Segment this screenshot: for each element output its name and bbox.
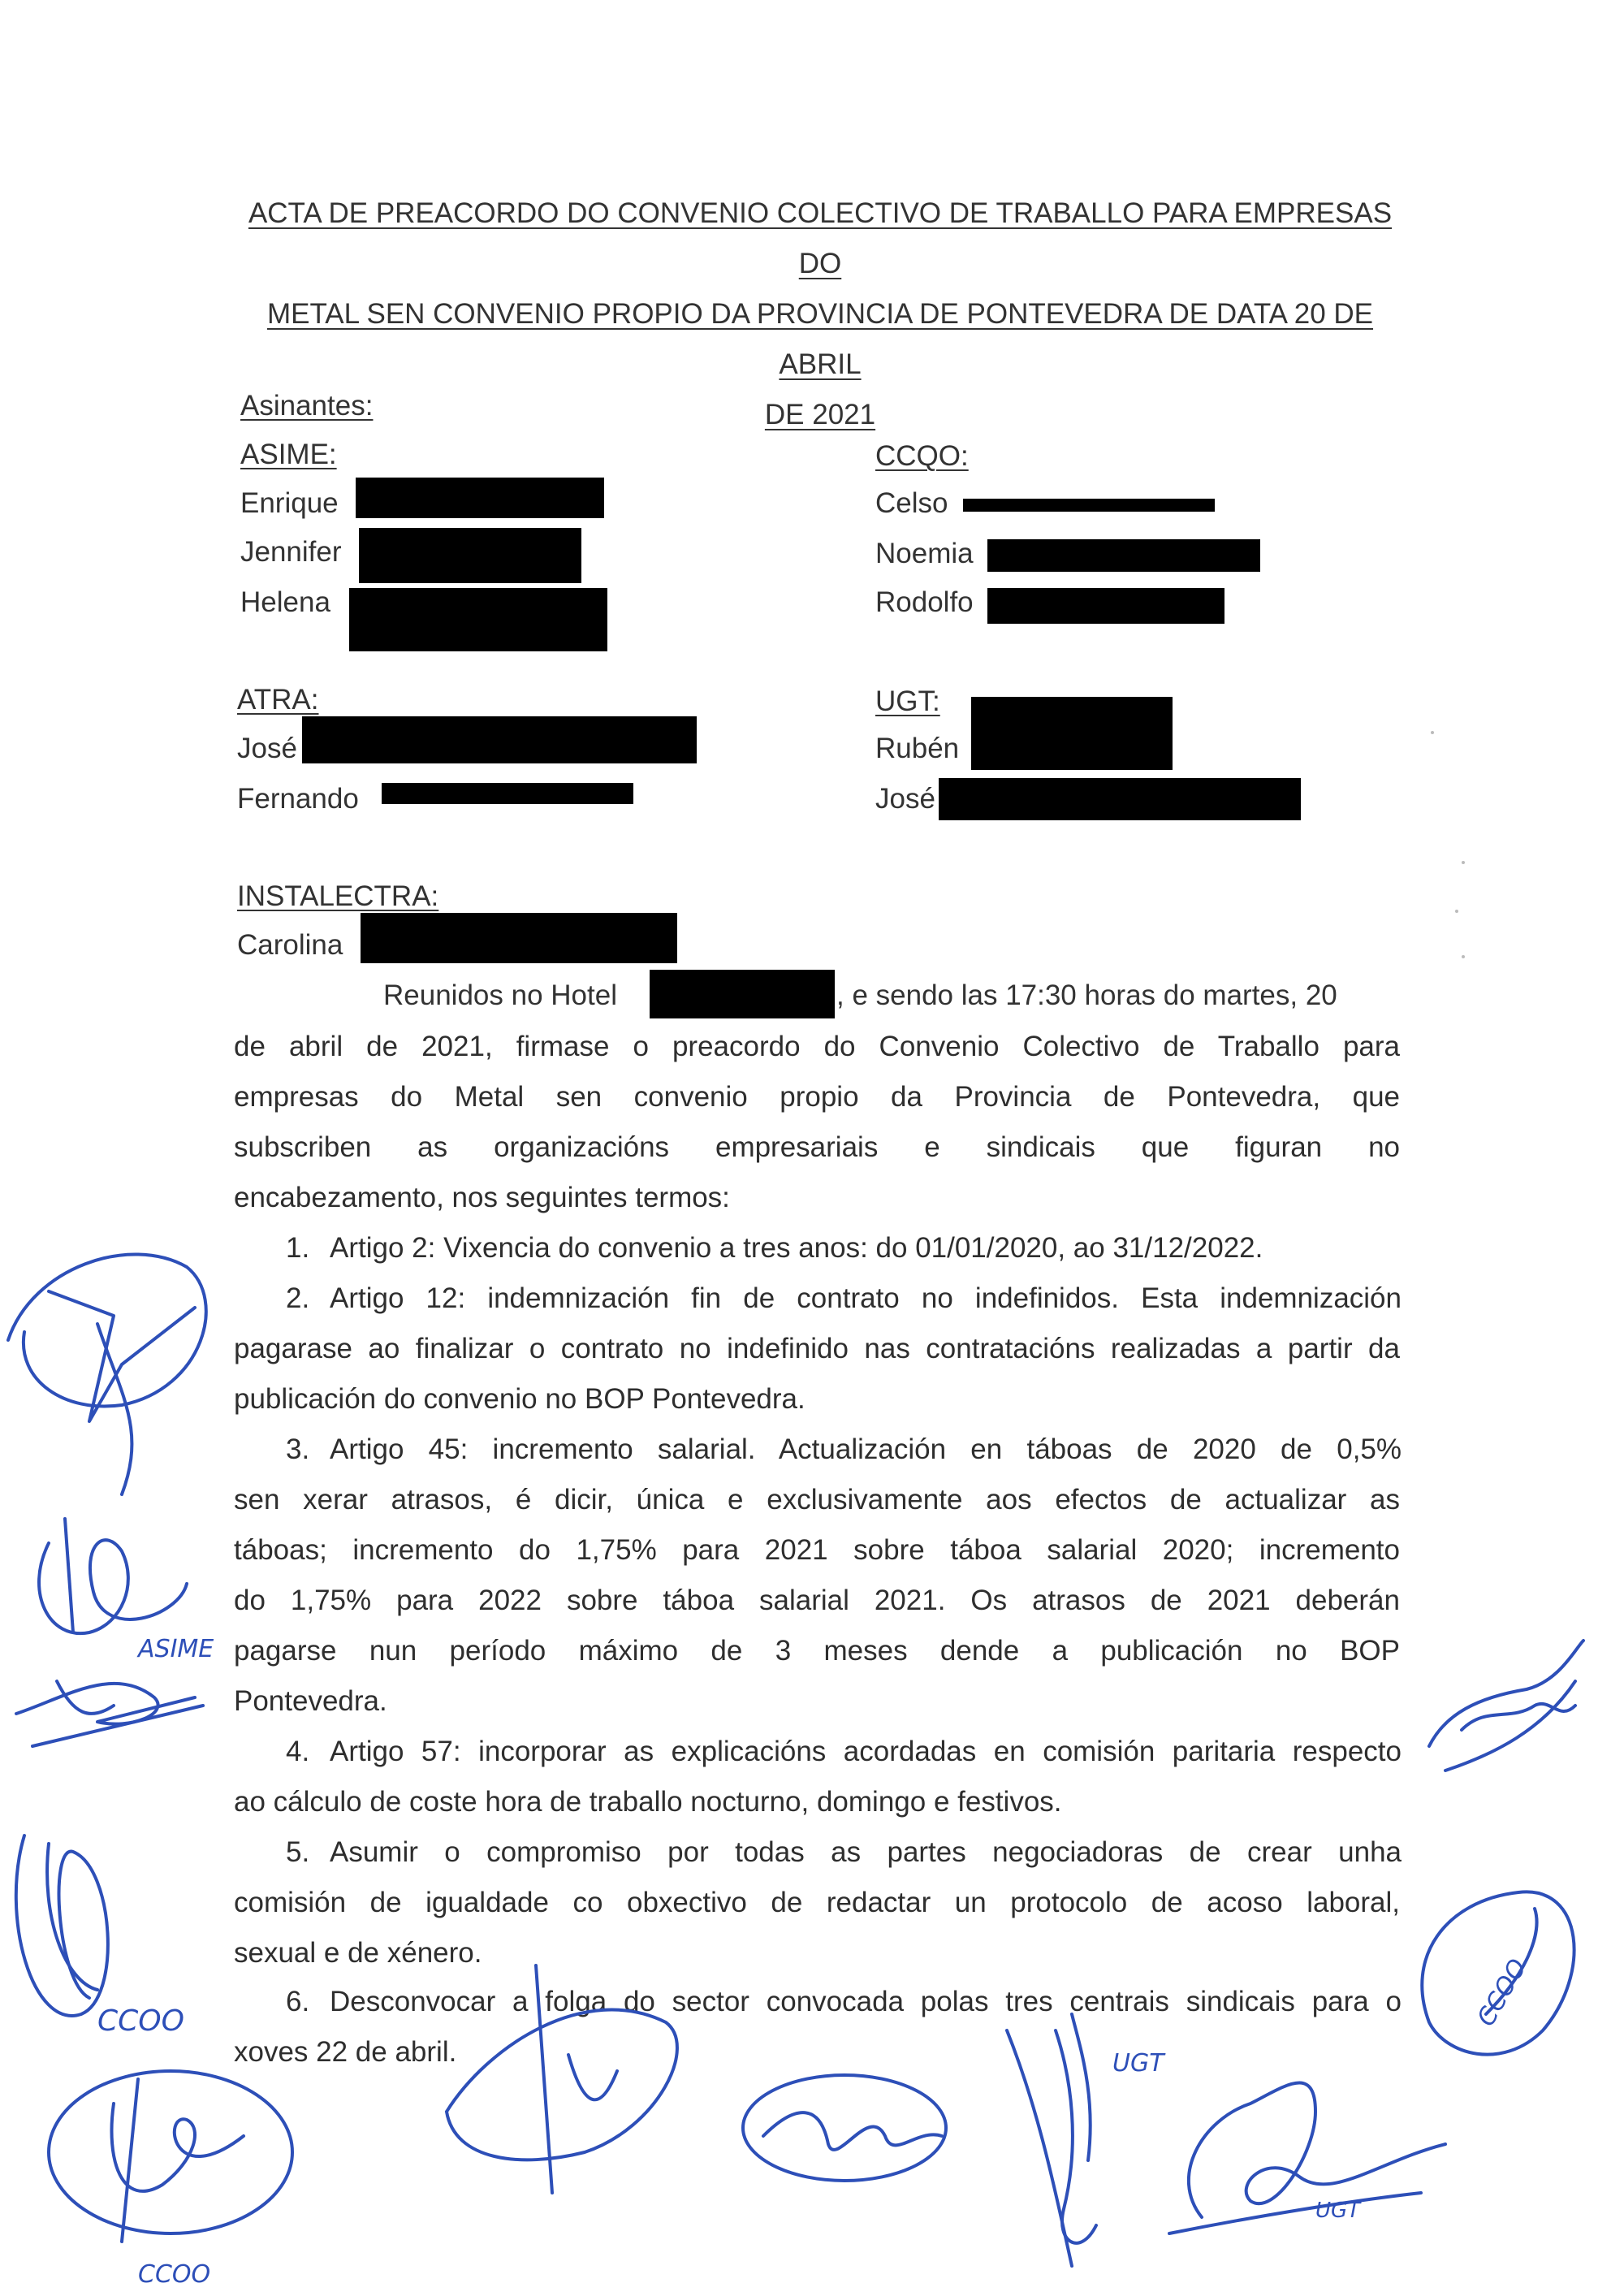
- item-5-line-1: Asumir o compromiso por todas as partes negociadoras de crear unha: [330, 1836, 1402, 1868]
- ccoo-label: CCQO:: [875, 440, 969, 472]
- signatories-heading: Asinantes:: [240, 390, 374, 422]
- ccoo-name-1: Celso: [875, 487, 948, 519]
- asime-name-3: Helena: [240, 586, 330, 618]
- signature-ccoo-right: [1397, 1876, 1608, 2071]
- redaction-box: [650, 970, 835, 1018]
- title-line-2: METAL SEN CONVENIO PROPIO DA PROVINCIA DE PONTEVEDRA DE DATA 20 DE ABRIL: [266, 298, 1374, 380]
- signature-annotation: UGT: [1315, 2199, 1361, 2223]
- signature-left-2: [0, 1649, 211, 1762]
- item-3-line-6: Pontevedra.: [234, 1685, 387, 1717]
- item-3-line-5: pagarse nun período máximo de 3 meses dende a publicación no BOP: [234, 1635, 1400, 1667]
- atra-name-2: Fernando: [237, 783, 359, 815]
- asime-name-1: Enrique: [240, 487, 339, 519]
- item-number: 4.: [286, 1736, 310, 1767]
- item-3-rest: [234, 1475, 1400, 1727]
- ugt-name-1: Rubén: [875, 733, 960, 764]
- signature-asime: [16, 1494, 219, 1673]
- item-3-line-4: do 1,75% para 2022 sobre táboa salarial 2021. Os atrasos de 2021 deberán: [234, 1585, 1400, 1616]
- item-5-line-2: comisión de igualdade co obxectivo de redactar un protocolo de acoso laboral,: [234, 1887, 1400, 1918]
- signature-annotation: UGT: [1112, 2049, 1164, 2078]
- item-6-line-2: xoves 22 de abril.: [234, 2036, 457, 2068]
- intro-line-4: subscriben as organizacións empresariais e sindicais que figuran no: [234, 1131, 1400, 1163]
- item-4-first: [330, 1727, 1402, 1777]
- intro-line-1a: Reunidos no Hotel: [383, 979, 617, 1011]
- item-5-first: [330, 1827, 1402, 1878]
- scan-speck: [1455, 910, 1458, 913]
- redaction-box: [963, 499, 1215, 512]
- intro-line-1b: , e sendo las 17:30 horas do martes, 20: [836, 979, 1337, 1011]
- signature-ccoo-left: [0, 1819, 227, 2063]
- ugt-name-2: José: [875, 783, 935, 815]
- redaction-box: [971, 697, 1173, 770]
- item-1: [330, 1223, 1402, 1273]
- item-3-line-2: sen xerar atrasos, é dicir, única e exclusivamente aos efectos de actualizar as: [234, 1484, 1400, 1516]
- item-3-line-1: Artigo 45: incremento salarial. Actualización en táboas de 2020 de 0,5%: [330, 1433, 1402, 1465]
- item-2-line-1: Artigo 12: indemnización fin de contrato no indefinidos. Esta indemnización: [330, 1282, 1402, 1314]
- ccoo-name-2: Noemia: [875, 538, 974, 569]
- item-3-first: [330, 1425, 1402, 1475]
- item-2-line-3: publicación do convenio no BOP Pontevedra.: [234, 1383, 806, 1415]
- redaction-box: [349, 588, 607, 651]
- item-number: 2.: [286, 1282, 310, 1314]
- redaction-box: [302, 716, 697, 763]
- signature-center-2: [731, 2055, 974, 2201]
- item-5-line-3: sexual e de xénero.: [234, 1937, 482, 1969]
- item-2-first: [330, 1273, 1402, 1324]
- instalectra-label: INSTALECTRA:: [237, 880, 439, 912]
- item-number: 3.: [286, 1433, 310, 1465]
- signature-ugt-center: [991, 1998, 1164, 2274]
- atra-name-1: José: [237, 733, 297, 764]
- signature-annotation: CCOO: [138, 2260, 211, 2289]
- ccoo-name-3: Rodolfo: [875, 586, 974, 618]
- item-number: 1.: [286, 1232, 310, 1264]
- intro-line-5: encabezamento, nos seguintes termos:: [234, 1182, 730, 1213]
- item-2-line-2: pagarase ao finalizar o contrato no indefinido nas contratacións realizadas a partir da: [234, 1333, 1400, 1364]
- intro-paragraph: [234, 1022, 1400, 1223]
- scan-speck: [1462, 861, 1465, 864]
- signature-right-1: [1413, 1632, 1608, 1795]
- item-5-rest: [234, 1878, 1400, 1978]
- redaction-box: [939, 778, 1301, 820]
- item-6-line-1: Desconvocar a folga do sector convocada polas tres centrais sindicais para o: [330, 1986, 1402, 2017]
- item-4-rest: [234, 1777, 1400, 1827]
- asime-label: ASIME:: [240, 439, 337, 470]
- instalectra-name-1: Carolina: [237, 929, 343, 961]
- ugt-label: UGT:: [875, 685, 940, 717]
- item-number: 5.: [286, 1836, 310, 1868]
- atra-label: ATRA:: [237, 684, 319, 716]
- redaction-box: [987, 539, 1260, 572]
- signature-left-1: [0, 1218, 244, 1527]
- item-3-line-3: táboas; incremento do 1,75% para 2021 sobre táboa salarial 2020; incremento: [234, 1534, 1400, 1566]
- intro-line-2: de abril de 2021, firmase o preacordo do Convenio Colectivo de Traballo para: [234, 1031, 1400, 1062]
- scan-speck: [1431, 731, 1434, 734]
- item-4-line-2: ao cálculo de coste hora de traballo nocturno, domingo e festivos.: [234, 1786, 1062, 1818]
- item-1-line: Artigo 2: Vixencia do convenio a tres anos: do 01/01/2020, ao 31/12/2022.: [330, 1232, 1263, 1264]
- signature-annotation: ASIME: [138, 1635, 214, 1663]
- item-4-line-1: Artigo 57: incorporar as explicacións acordadas en comisión paritaria respecto: [330, 1736, 1402, 1767]
- item-number: 6.: [286, 1986, 310, 2017]
- title-line-3: DE 2021: [764, 399, 876, 430]
- redaction-box: [361, 913, 677, 963]
- document-title: [227, 188, 1413, 440]
- intro-line-3: empresas do Metal sen convenio propio da Provincia de Pontevedra, que: [234, 1081, 1400, 1113]
- redaction-box: [359, 528, 581, 583]
- item-2-rest: [234, 1324, 1400, 1425]
- asime-name-2: Jennifer: [240, 536, 342, 568]
- signature-annotation: CCOO: [1471, 1954, 1533, 2031]
- signature-annotation: CCOO: [97, 2004, 184, 2038]
- title-line-1: ACTA DE PREACORDO DO CONVENIO COLECTIVO DE TRABALLO PARA EMPRESAS DO: [248, 197, 1393, 279]
- redaction-box: [382, 783, 633, 804]
- signature-ccoo-bottom: [41, 2030, 309, 2296]
- redaction-box: [356, 478, 604, 518]
- scan-speck: [1462, 955, 1465, 958]
- signature-ugt-right: [1153, 2055, 1462, 2250]
- redaction-box: [987, 588, 1224, 624]
- signature-center-1: [422, 1949, 698, 2209]
